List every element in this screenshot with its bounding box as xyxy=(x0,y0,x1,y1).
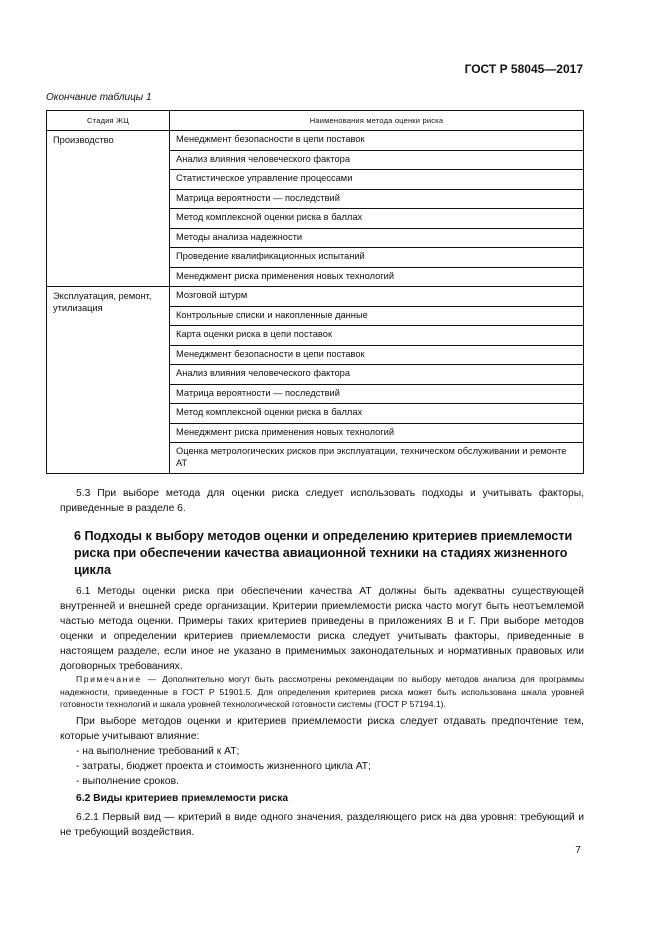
risk-methods-table xyxy=(46,110,584,474)
method-cell: Контрольные списки и накопленные данные xyxy=(170,306,584,326)
table-row xyxy=(47,131,584,151)
method-cell: Карта оценки риска в цепи поставок xyxy=(170,326,584,346)
method-cell: Анализ влияния человеческого фактора xyxy=(170,365,584,385)
stage-cell-production: Производство xyxy=(47,131,170,287)
list-item: - затраты, бюджет проекта и стоимость жизненного цикла АТ; xyxy=(76,761,371,772)
note-block xyxy=(60,673,584,711)
method-cell: Менеджмент безопасности в цепи поставок xyxy=(170,131,584,151)
paragraph-6-2-1: 6.2.1 Первый вид — критерий в виде одного значения, разделяющего риск на два уровня: требующий и не требующий воздействия. xyxy=(60,812,584,838)
method-cell: Менеджмент риска применения новых технологий xyxy=(170,267,584,287)
method-cell: Проведение квалификационных испытаний xyxy=(170,248,584,268)
stage-cell-operation: Эксплуатация, ремонт, утилизация xyxy=(47,287,170,474)
table-header-row xyxy=(47,111,584,131)
method-cell: Мозговой штурм xyxy=(170,287,584,307)
table-caption: Окончание таблицы 1 xyxy=(46,92,152,103)
list-item: - на выполнение требований к АТ; xyxy=(76,746,240,757)
table-row xyxy=(47,287,584,307)
paragraph-6-1: 6.1 Методы оценки риска при обеспечении качества АТ должны быть адекватны существующей внутренней и внешней среде организации. Критерии приемлемости риска часто могут быть неотъемлемой частью метода оценки. Примеры таких критериев приведены в приложениях В и Г. При выборе методов оценки и определении критериев приемлемости риска следует учитывать факторы, приведенные в настоящем разделе, если иное не указано в применимых законодательных и нормативных правовых или договорных требованиях. xyxy=(60,586,584,672)
column-header-stage: Стадия ЖЦ xyxy=(47,111,170,131)
page-number: 7 xyxy=(575,845,581,856)
method-cell: Матрица вероятности — последствий xyxy=(170,189,584,209)
method-cell: Метод комплексной оценки риска в баллах xyxy=(170,404,584,424)
paragraph-priority: При выборе методов оценки и критериев приемлемости риска следует отдавать предпочтение тем, которые учитывают влияние: - на выполнение требований к АТ; - затраты, бюджет проекта и стоимость жизненного цикла АТ; - выполнение сроков. xyxy=(60,716,584,787)
section-6-title: 6 Подходы к выбору методов оценки и определению критериев приемлемости риска при обеспечении качества авиационной техники на стадиях жизненного цикла xyxy=(74,529,573,577)
method-cell: Оценка метрологических рисков при эксплуатации, техническом обслуживании и ремонте АТ xyxy=(170,443,584,474)
method-cell: Менеджмент риска применения новых технологий xyxy=(170,423,584,443)
method-cell: Менеджмент безопасности в цепи поставок xyxy=(170,345,584,365)
note-label: Примечание — xyxy=(76,674,158,684)
method-cell: Методы анализа надежности xyxy=(170,228,584,248)
document-code: ГОСТ Р 58045—2017 xyxy=(464,62,583,76)
method-cell: Матрица вероятности — последствий xyxy=(170,384,584,404)
method-cell: Анализ влияния человеческого фактора xyxy=(170,150,584,170)
influence-list xyxy=(60,744,584,789)
list-item: - выполнение сроков. xyxy=(76,776,179,787)
paragraph-5-3: 5.3 При выборе метода для оценки риска следует использовать подходы и учитывать факторы, приведенные в разделе 6. xyxy=(60,488,584,514)
column-header-method: Наименования метода оценки риска xyxy=(170,111,584,131)
method-cell: Метод комплексной оценки риска в баллах xyxy=(170,209,584,229)
method-cell: Статистическое управление процессами xyxy=(170,170,584,190)
note-text: Дополнительно могут быть рассмотрены рекомендации по выбору методов анализа для программы надежности, приведенные в ГОСТ Р 51901.5. Для определения критериев риска может быть использована шкала уровней готовности технологий и шкала уровней технологической готовности системы (ГОСТ Р 57194.1). xyxy=(60,674,584,709)
subsection-6-2-title: 6.2 Виды критериев приемлемости риска xyxy=(76,793,289,804)
